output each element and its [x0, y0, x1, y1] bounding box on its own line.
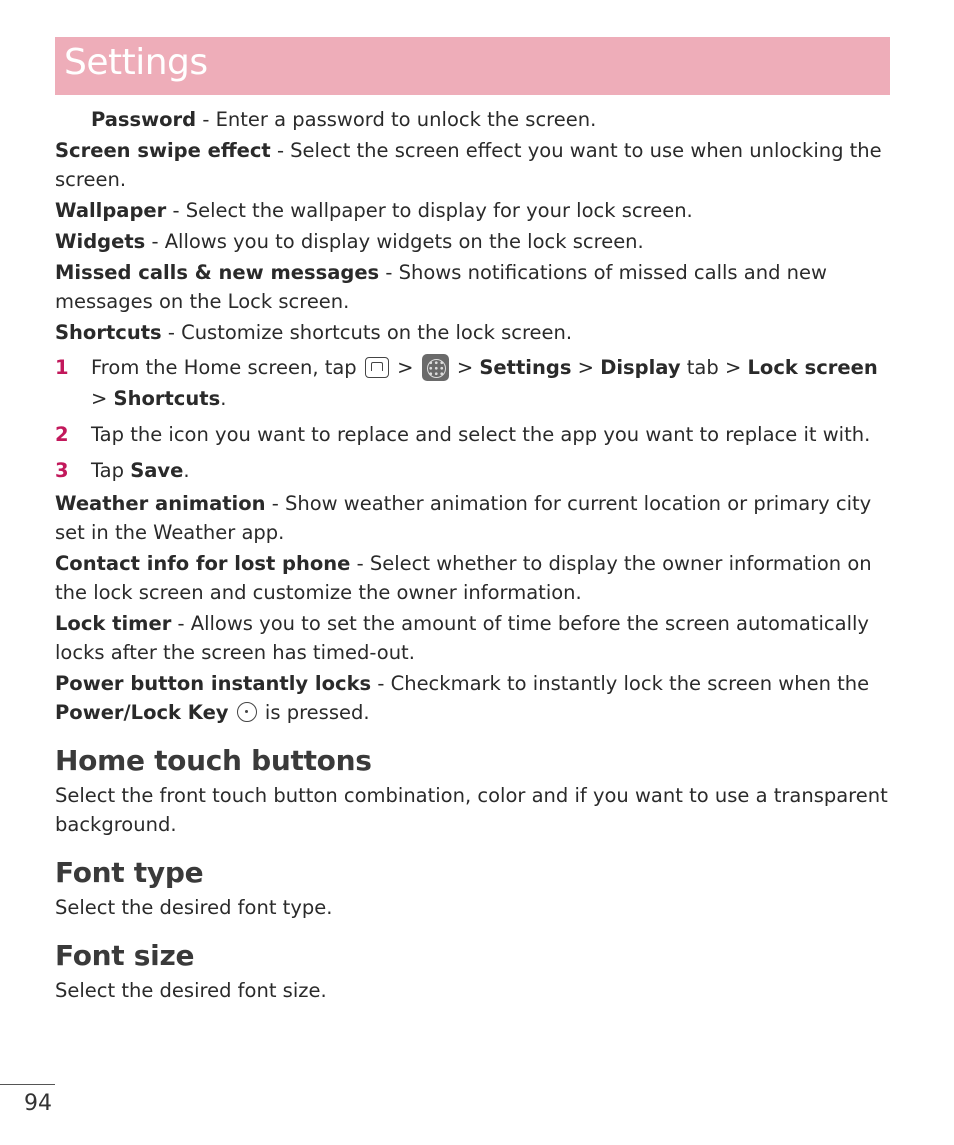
setting-term: Lock timer: [55, 612, 172, 635]
step-number: 2: [55, 423, 69, 446]
page-content: [55, 105, 891, 1007]
setting-entry: [55, 227, 891, 256]
setting-entry: [55, 196, 891, 225]
step-1: [55, 352, 891, 414]
setting-description: - Checkmark to instantly lock the screen when the: [371, 672, 870, 695]
step-2: [55, 419, 891, 450]
setting-entry: [55, 318, 891, 347]
shortcuts-label: Shortcuts: [113, 387, 221, 410]
setting-term: Widgets: [55, 230, 146, 253]
power-key-icon: [237, 702, 257, 722]
section-heading-font-size: Font size: [55, 939, 195, 972]
power-lock-key-label: Power/Lock Key: [55, 701, 229, 724]
setting-term: Password: [91, 108, 197, 131]
page-number: 94: [24, 1091, 52, 1116]
display-label: Display: [600, 356, 681, 379]
step-text: .: [220, 387, 227, 410]
step-number: 3: [55, 459, 69, 482]
settings-entries-after: [55, 489, 891, 667]
setting-entry: [55, 136, 891, 194]
setting-description-end: is pressed.: [258, 701, 370, 724]
setting-entry-power-button: [55, 669, 891, 727]
setting-description: - Show weather animation for current location or primary city set in the Weather app.: [55, 492, 872, 544]
settings-entries-before: [55, 105, 891, 347]
lock-screen-label: Lock screen: [747, 356, 878, 379]
step-number: 1: [55, 356, 69, 379]
step-separator: >: [450, 356, 480, 379]
settings-label: Settings: [479, 356, 572, 379]
setting-term: Screen swipe effect: [55, 139, 271, 162]
section-heading-home-touch-buttons: Home touch buttons: [55, 744, 372, 777]
setting-entry: [55, 105, 891, 134]
section-body-font-type: Select the desired font type.: [55, 896, 333, 919]
step-text: >: [91, 387, 114, 410]
setting-description: - Allows you to display widgets on the lock screen.: [145, 230, 644, 253]
setting-description: - Allows you to set the amount of time before the screen automatically locks after the screen has timed-out.: [55, 612, 869, 664]
setting-term: Power button instantly locks: [55, 672, 372, 695]
footer-rule: [0, 1084, 55, 1085]
setting-term: Weather animation: [55, 492, 266, 515]
step-separator: >: [390, 356, 420, 379]
home-key-icon: [365, 357, 389, 378]
setting-entry: [55, 258, 891, 316]
page-title: Settings: [64, 42, 208, 83]
setting-term: Contact info for lost phone: [55, 552, 351, 575]
setting-entry: [55, 609, 891, 667]
step-text: Tap the icon you want to replace and select the app you want to replace it with.: [91, 423, 871, 446]
setting-description: - Select whether to display the owner information on the lock screen and customize the owner information.: [55, 552, 872, 604]
save-label: Save: [130, 459, 184, 482]
setting-entry: [55, 489, 891, 547]
section-body-home-touch-buttons: Select the front touch button combination, color and if you want to use a transparent background.: [55, 784, 888, 836]
step-separator: >: [571, 356, 601, 379]
section-body-font-size: Select the desired font size.: [55, 979, 327, 1002]
setting-description: - Select the wallpaper to display for your lock screen.: [166, 199, 693, 222]
header-bar: [55, 37, 890, 95]
step-3: [55, 455, 891, 486]
step-text: .: [183, 459, 190, 482]
setting-term: Wallpaper: [55, 199, 167, 222]
setting-description: - Select the screen effect you want to use when unlocking the screen.: [55, 139, 882, 191]
setting-entry: [55, 549, 891, 607]
setting-description: - Enter a password to unlock the screen.: [196, 108, 597, 131]
section-heading-font-type: Font type: [55, 856, 204, 889]
step-text: From the Home screen, tap: [91, 356, 363, 379]
step-text: tab >: [680, 356, 748, 379]
step-text: Tap: [91, 459, 131, 482]
setting-term: Missed calls & new messages: [55, 261, 380, 284]
setting-term: Shortcuts: [55, 321, 162, 344]
setting-description: - Shows notifications of missed calls and new messages on the Lock screen.: [55, 261, 827, 313]
setting-description: - Customize shortcuts on the lock screen.: [161, 321, 573, 344]
apps-icon: [422, 354, 449, 381]
